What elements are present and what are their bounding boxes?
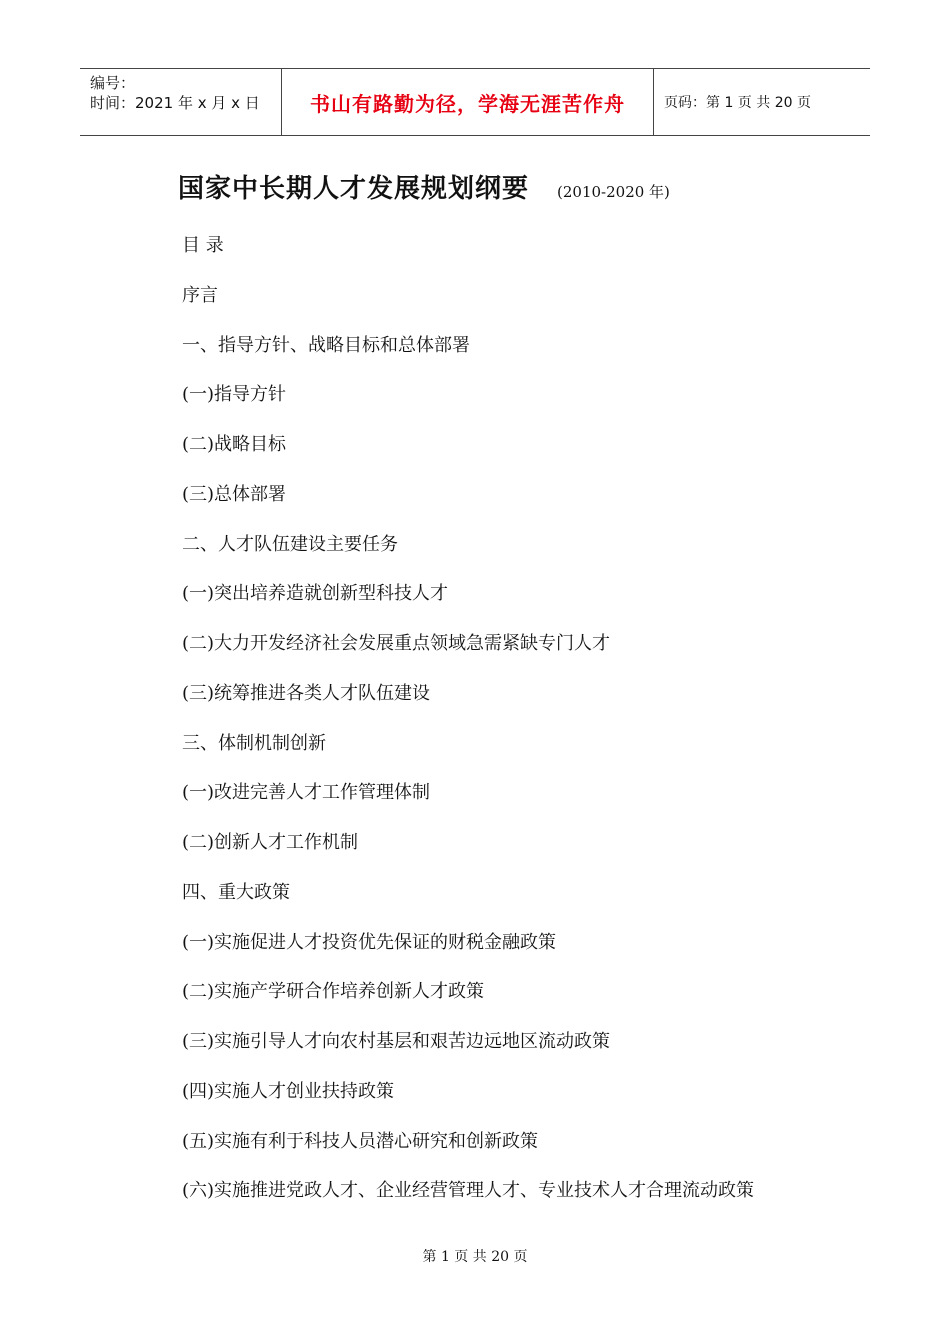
- toc-item: (一)实施促进人才投资优先保证的财税金融政策: [182, 931, 557, 953]
- number-label: 编号：: [90, 74, 136, 92]
- toc-item: (三)实施引导人才向农村基层和艰苦边远地区流动政策: [182, 1031, 611, 1052]
- page-header: [80, 68, 870, 136]
- toc-item: (一)突出培养造就创新型科技人才: [182, 583, 449, 605]
- motto-text: 书山有路勤为径，学海无涯苦作舟: [310, 91, 625, 116]
- toc-item: 目 录: [182, 235, 224, 256]
- toc-item: 一、指导方针、战略目标和总体部署: [182, 334, 470, 356]
- header-page-info: [654, 69, 870, 135]
- toc-item: (二)战略目标: [182, 434, 287, 455]
- header-motto: [282, 69, 654, 135]
- toc-item: (三)总体部署: [182, 483, 287, 505]
- toc-item: 四、重大政策: [182, 881, 290, 903]
- toc-item: (一)改进完善人才工作管理体制: [182, 782, 431, 804]
- page-info-text: 页码：第 1 页 共 20 页: [664, 95, 811, 111]
- toc-item: (二)实施产学研合作培养创新人才政策: [182, 981, 485, 1003]
- toc-item: (五)实施有利于科技人员潜心研究和创新政策: [182, 1130, 539, 1152]
- toc-item: 三、体制机制创新: [182, 732, 326, 754]
- toc-item: (三)统筹推进各类人才队伍建设: [182, 682, 431, 704]
- header-meta: [80, 69, 282, 135]
- toc-item: (二)创新人才工作机制: [182, 832, 359, 853]
- toc-item: 序言: [182, 284, 218, 306]
- document-years: (2010-2020 年): [557, 183, 670, 201]
- toc-item: 二、人才队伍建设主要任务: [182, 533, 398, 555]
- document-title: 国家中长期人才发展规划纲要: [178, 174, 530, 204]
- title-row: [178, 168, 670, 205]
- footer-page-number: 第 1 页 共 20 页: [422, 1249, 528, 1265]
- time-label: 时间：2021 年 x 月 x 日: [90, 94, 260, 112]
- table-of-contents: [182, 233, 754, 1228]
- toc-item: (一)指导方针: [182, 384, 287, 406]
- page-footer: [0, 1246, 950, 1266]
- toc-item: (四)实施人才创业扶持政策: [182, 1080, 395, 1102]
- toc-item: (六)实施推进党政人才、企业经营管理人才、专业技术人才合理流动政策: [182, 1180, 755, 1202]
- toc-item: (二)大力开发经济社会发展重点领域急需紧缺专门人才: [182, 633, 611, 654]
